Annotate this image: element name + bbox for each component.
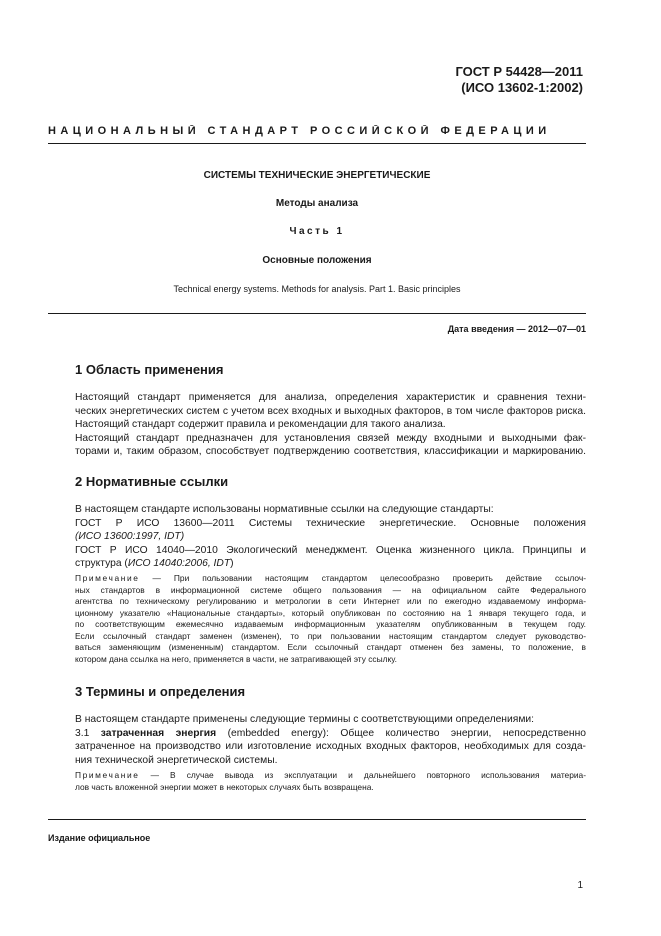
term-number: 3.1 [75, 727, 101, 739]
effective-date: Дата введения — 2012—07—01 [447, 324, 586, 334]
text-line: Настоящий стандарт предназначен для установления связей между входными и выходными фак- [75, 432, 586, 444]
text-line: ционному указателю «Национальные стандарты», который опубликован по состоянию на 1 января текущего года, и [75, 607, 586, 618]
document-part: Часть 1 [289, 226, 345, 237]
section-1-body [75, 391, 586, 459]
section-1-heading: 1 Область применения [75, 362, 224, 377]
english-title: Technical energy systems. Methods for analysis. Part 1. Basic principles [173, 284, 461, 294]
header-rule [48, 143, 586, 144]
reference-2: ГОСТ Р ИСО 14040—2010 Экологический менеджмент. Оценка жизненного цикла. Принципы и [75, 544, 586, 556]
text-line [75, 573, 586, 585]
text-line: ных стандартов в информационной системе общего пользования — на официальном сайте Федерального [75, 584, 586, 595]
text-line: ческих энергетических систем с учетом всех входных и выходных факторов, в том числе факторов риска. [75, 405, 586, 417]
document-title: СИСТЕМЫ ТЕХНИЧЕСКИЕ ЭНЕРГЕТИЧЕСКИЕ [203, 170, 431, 181]
text-line: Настоящий стандарт содержит правила и рекомендации для такого анализа. [75, 419, 446, 430]
text-line: лов часть вложенной энергии может в некоторых случаях быть возвращена. [75, 781, 374, 792]
term-3-1 [75, 727, 586, 741]
text-line: затраченное на производство или изготовление исходных входных факторов, необходимых для созда- [75, 741, 586, 752]
title-rule [48, 313, 586, 314]
section-2-body [75, 503, 586, 571]
text-fragment: ) [230, 558, 234, 569]
section-3-heading: 3 Термины и определения [75, 684, 246, 699]
text-fragment: (embedded energy): Общее количество энергии, непосредственно [216, 727, 586, 739]
text-line [75, 557, 586, 571]
text-line [75, 770, 586, 782]
text-line: котором дана ссылка на него, применяется в части, не затрагивающей эту ссылку. [75, 653, 397, 664]
section-2-note [75, 573, 586, 665]
reference-1: ГОСТ Р ИСО 13600—2011 Системы технические энергетические. Основные положения [75, 517, 586, 529]
document-part-title: Основные положения [262, 255, 372, 266]
page-number: 1 [577, 880, 583, 891]
gost-number: ГОСТ Р 54428—2011 [455, 64, 583, 79]
reference-2-iso: ИСО 14040:2006, IDT [127, 558, 231, 569]
text-line: В настоящем стандарте применены следующие термины с соответствующими определениями: [75, 714, 535, 725]
iso-number: (ИСО 13602-1:2002) [461, 80, 583, 95]
note-label: Примечание [75, 573, 140, 583]
section-3-body [75, 713, 586, 767]
text-line: Если ссылочный стандарт заменен (изменен), то при пользовании настоящим стандартом следует руководство- [75, 630, 586, 641]
text-line: по соответствующим ежемесячно издаваемым информационным указателям опубликованным в текущем году. [75, 619, 586, 629]
text-line: торами и, таким образом, способствует подтверждению соответствия, классификации и маркированию. [75, 446, 586, 457]
text-fragment: — При пользовании настоящим стандартом целесообразно проверить действие ссылоч- [139, 573, 586, 583]
text-line: Настоящий стандарт применяется для анализа, определения характеристик и сравнения техни- [75, 392, 586, 403]
reference-1-iso: (ИСО 13600:1997, IDT) [75, 531, 185, 542]
text-line: В настоящем стандарте использованы нормативные ссылки на следующие стандарты: [75, 504, 494, 515]
term-name: затраченная энергия [100, 727, 217, 739]
text-line: агентства по техническому регулированию и метрологии в сети Интернет или по ежегодно издаваемому информа- [75, 596, 586, 606]
national-standard-banner: НАЦИОНАЛЬНЫЙ СТАНДАРТ РОССИЙСКОЙ ФЕДЕРАЦИИ [48, 125, 551, 137]
document-subtitle: Методы анализа [275, 198, 359, 209]
note-label: Примечание [75, 770, 140, 780]
footer-rule [48, 819, 586, 820]
text-line [75, 530, 586, 544]
text-line: ваться заменяющим (измененным) стандартом. Если ссылочный стандарт отменен без замены, то положение, в [75, 642, 586, 652]
section-2-heading: 2 Нормативные ссылки [75, 474, 229, 489]
text-fragment: структура ( [75, 558, 128, 569]
standard-number [455, 64, 583, 96]
text-fragment: — В случае вывода из эксплуатации и дальнейшего повторного использования материа- [139, 770, 586, 780]
text-line: ния технической энергетической системы. [75, 754, 278, 766]
official-edition-label: Издание официальное [48, 833, 151, 843]
section-3-note [75, 770, 586, 793]
